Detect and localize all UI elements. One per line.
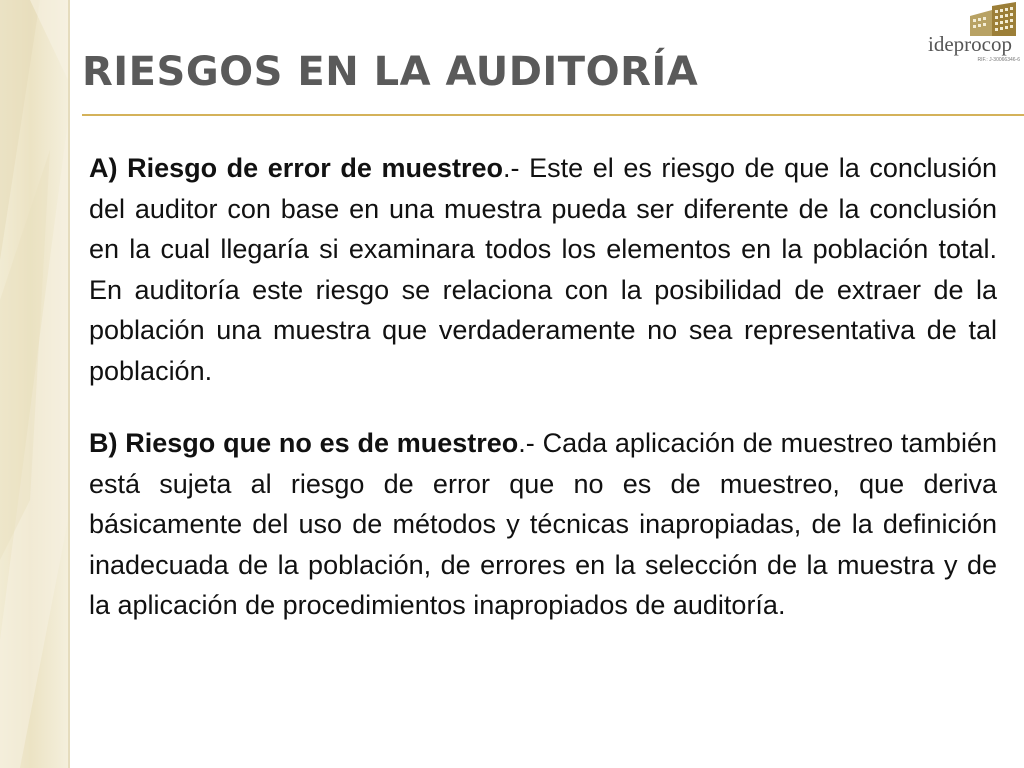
paragraph-non-sampling-risk <box>89 423 997 626</box>
slide-title: RIESGOS EN LA AUDITORÍA <box>82 49 699 95</box>
paragraph-text: .- Cada aplicación de muestreo también está sujeta al riesgo de error que no es de muestreo, que deriva básicamente del uso de métodos y técnicas inapropiadas, de la definición inadecuada de la población, de errores en la selección de la muestra y de la aplicación de procedimientos inapropiados de auditoría. <box>89 428 997 620</box>
building-logo-icon <box>966 2 1020 36</box>
paragraph-sampling-risk <box>89 148 997 391</box>
left-band-edge <box>68 0 70 768</box>
slide-body <box>89 148 997 626</box>
paragraph-text: .- Este el es riesgo de que la conclusión del auditor con base en una muestra pueda ser diferente de la conclusión en la cual llegaría si examinara todos los elementos en la población total. En auditoría este riesgo se relaciona con la posibilidad de extraer de la población una muestra que verdaderamente no sea representativa de tal población. <box>89 153 997 386</box>
paragraph-lead: A) Riesgo de error de muestreo <box>89 153 504 183</box>
title-underline <box>82 114 1024 116</box>
logo-wordmark: ideprocop <box>928 32 1012 56</box>
band-pattern-icon <box>0 0 68 768</box>
company-logo <box>928 2 1022 68</box>
logo-rif: RIF.: J-30066346-6 <box>977 57 1020 63</box>
paragraph-lead: B) Riesgo que no es de muestreo <box>89 428 519 458</box>
left-decorative-band <box>0 0 68 768</box>
